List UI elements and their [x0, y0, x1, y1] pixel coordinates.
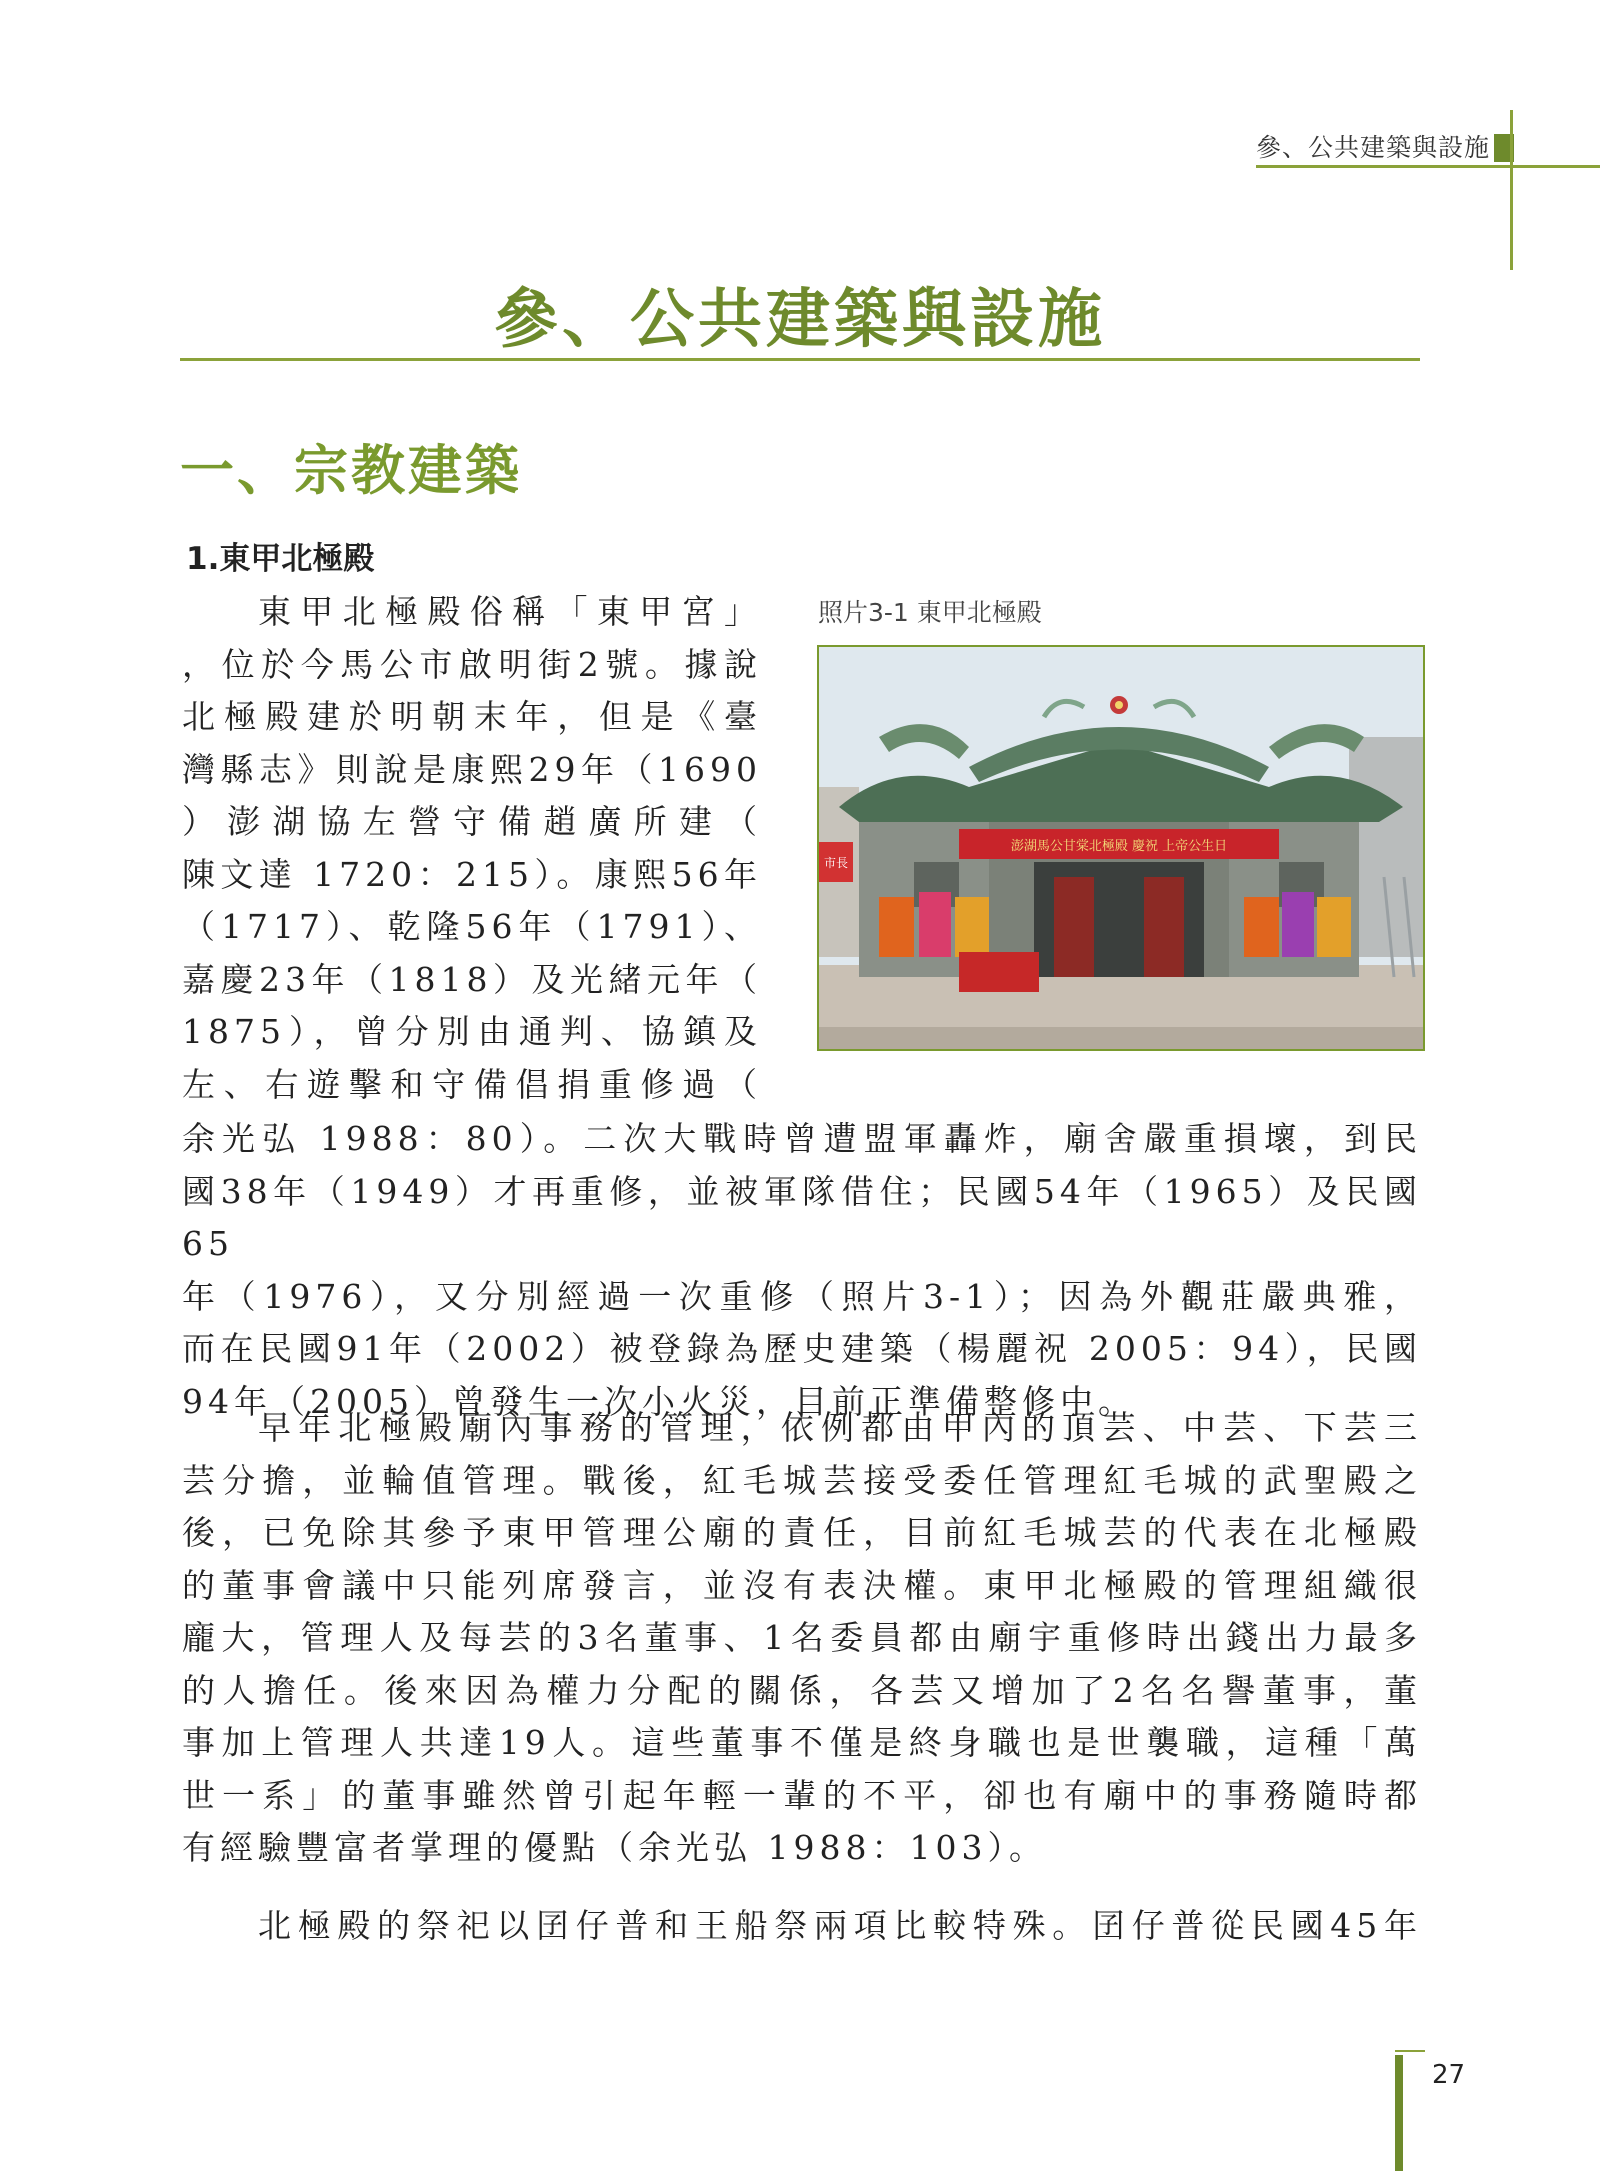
- text-line: 有經驗豐富者掌理的優點（余光弘 1988：103）。: [182, 1828, 1047, 1867]
- text-line: 灣縣志》則說是康熙29年（1690: [182, 749, 762, 789]
- temple-photo-illustration: [819, 647, 1423, 1049]
- text-line: 而在民國91年（2002）被登錄為歷史建築（楊麗祝 2005：94），民國: [182, 1329, 1422, 1368]
- text-line: 龐大，管理人及每芸的3名董事、1名委員都由廟宇重修時出錢出力最多: [182, 1618, 1422, 1657]
- paragraph-1-wrapped: [182, 586, 762, 1111]
- text-line: 國38年（1949）才再重修，並被軍隊借住；民國54年（1965）及民國65: [182, 1171, 1422, 1263]
- text-line: 事加上管理人共達19人。這些董事不僅是終身職也是世襲職，這種「萬: [182, 1723, 1422, 1762]
- chapter-divider: [180, 358, 1420, 361]
- text-line: 早年北極殿廟內事務的管理，依例都由甲內的頂芸、中芸、下芸三: [258, 1408, 1422, 1447]
- page-number: 27: [1432, 2060, 1466, 2090]
- text-line: 1875），曾分別由通判、協鎮及: [182, 1012, 762, 1051]
- chapter-title: 參、公共建築與設施: [494, 282, 1106, 357]
- section-title: 一、宗教建築: [180, 438, 522, 502]
- paragraph-2: [182, 1402, 1422, 1875]
- subsection-title: 1.東甲北極殿: [186, 541, 375, 577]
- photo-caption: 照片3-1 東甲北極殿: [818, 598, 1042, 627]
- text-line: ）澎湖協左營守備趙廣所建（: [182, 802, 762, 841]
- header-vertical-rule: [1510, 110, 1513, 270]
- text-line: 世一系」的董事雖然曾引起年輕一輩的不平，卻也有廟中的事務隨時都: [182, 1775, 1422, 1815]
- text-line: 東甲北極殿俗稱「東甲宮」: [258, 592, 762, 631]
- text-line: 左、右遊擊和守備倡捐重修過（: [182, 1064, 762, 1104]
- text-line: 的人擔任。後來因為權力分配的關係，各芸又增加了2名名譽董事，董: [182, 1670, 1422, 1710]
- text-line: 北極殿的祭祀以囝仔普和王船祭兩項比較特殊。囝仔普從民國45年: [258, 1906, 1422, 1945]
- header-rule: [1256, 165, 1600, 168]
- text-line: 的董事會議中只能列席發言，並沒有表決權。東甲北極殿的管理組織很: [182, 1565, 1422, 1605]
- running-head: 參、公共建築與設施: [1255, 133, 1490, 162]
- text-line: （1717）、乾隆56年（1791）、: [182, 907, 762, 946]
- text-line: 嘉慶23年（1818）及光緒元年（: [182, 959, 762, 999]
- temple-photo: [817, 645, 1425, 1051]
- text-line: 余光弘 1988：80）。二次大戰時曾遭盟軍轟炸，廟舍嚴重損壞，到民: [182, 1119, 1422, 1158]
- text-line: 陳文達 1720：215）。康熙56年: [182, 854, 762, 894]
- paragraph-1-continued: [182, 1113, 1422, 1428]
- banner-text: 澎湖馬公甘棠北極殿 慶祝 上帝公生日: [1010, 839, 1228, 854]
- text-line: ，位於今馬公市啟明街2號。據說: [182, 644, 762, 684]
- svg-text:市長: 市長: [823, 856, 849, 870]
- footer-marker: [1395, 2055, 1403, 2171]
- text-line: 芸分擔，並輪值管理。戰後，紅毛城芸接受委任管理紅毛城的武聖殿之: [182, 1460, 1422, 1500]
- text-line: 後，已免除其參予東甲管理公廟的責任，目前紅毛城芸的代表在北極殿: [182, 1513, 1422, 1552]
- text-line: 94年（2005）曾發生一次小火災，目前正準備整修中。: [182, 1381, 1136, 1421]
- text-line: 北極殿建於明朝末年，但是《臺: [182, 697, 762, 736]
- footer-rule: [1395, 2050, 1425, 2052]
- text-line: 年（1976），又分別經過一次重修（照片3-1）；因為外觀莊嚴典雅，: [182, 1276, 1422, 1316]
- paragraph-3: [182, 1900, 1422, 1953]
